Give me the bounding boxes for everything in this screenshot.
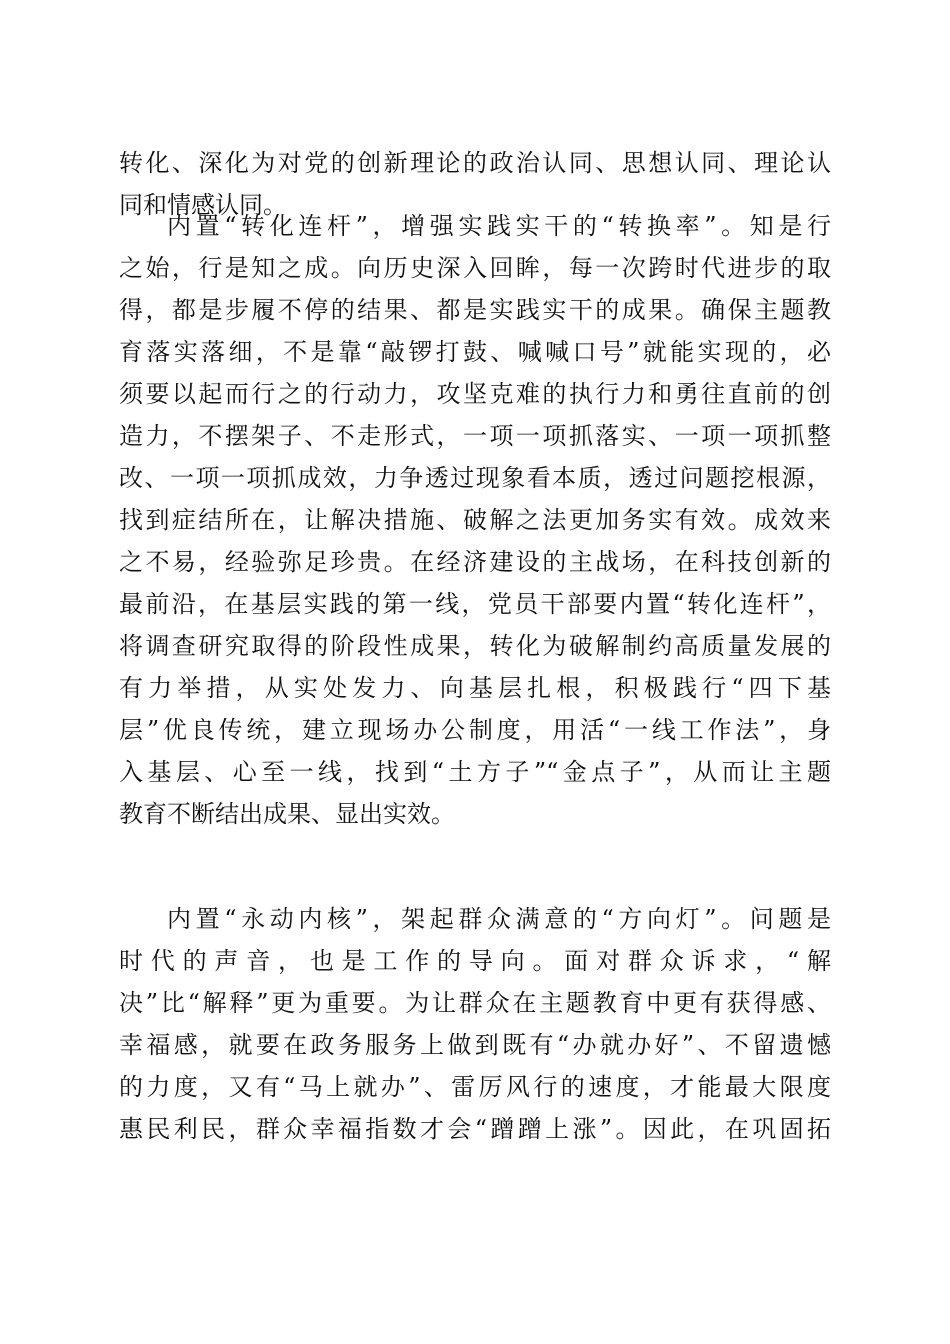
text-line: 须要以起而行之的行动力，攻坚克难的执行力和勇往直前的创 xyxy=(119,380,831,408)
paragraph-3 xyxy=(119,898,831,1150)
text-line: 决”比“解释”更为重要。为让群众在主题教育中更有获得感、 xyxy=(119,989,831,1017)
text-line: 时代的声音，也是工作的导向。面对群众诉求，“解 xyxy=(119,947,831,975)
text-line: 之始，行是知之成。向历史深入回眸，每一次跨时代进步的取 xyxy=(119,254,831,282)
text-line: 造力，不摆架子、不走形式，一项一项抓落实、一项一项抓整 xyxy=(119,422,831,450)
text-line: 之不易，经验弥足珍贵。在经济建设的主战场，在科技创新的 xyxy=(119,548,831,576)
text-line: 幸福感，就要在政务服务上做到既有“办就办好”、不留遗憾 xyxy=(119,1031,831,1059)
text-line: 将调查研究取得的阶段性成果，转化为破解制约高质量发展的 xyxy=(119,632,831,660)
text-line: 的力度，又有“马上就办”、雷厉风行的速度，才能最大限度 xyxy=(119,1073,831,1101)
text-line: 找到症结所在，让解决措施、破解之法更加务实有效。成效来 xyxy=(119,506,831,534)
text-line: 改、一项一项抓成效，力争透过现象看本质，透过问题挖根源， xyxy=(119,464,831,492)
text-line: 层”优良传统，建立现场办公制度，用活“一线工作法”，身 xyxy=(119,716,831,744)
text-line: 得，都是步履不停的结果、都是实践实干的成果。确保主题教 xyxy=(119,296,831,324)
text-line: 育落实落细，不是靠“敲锣打鼓、喊喊口号”就能实现的，必 xyxy=(119,338,831,366)
text-line: 教育不断结出成果、显出实效。 xyxy=(119,800,455,828)
paragraph-2 xyxy=(119,205,831,835)
text-line: 入基层、心至一线，找到“土方子”“金点子”，从而让主题 xyxy=(119,758,831,786)
text-line: 同和情感认同。 xyxy=(119,191,287,219)
text-line: 最前沿，在基层实践的第一线，党员干部要内置“转化连杆”， xyxy=(119,590,831,618)
text-line: 惠民利民，群众幸福指数才会“蹭蹭上涨”。因此，在巩固拓 xyxy=(119,1115,831,1143)
text-line: 内置“转化连杆”，增强实践实干的“转换率”。知是行 xyxy=(167,212,831,240)
text-line: 转化、深化为对党的创新理论的政治认同、思想认同、理论认 xyxy=(119,149,831,177)
text-line: 内置“永动内核”，架起群众满意的“方向灯”。问题是 xyxy=(167,905,831,933)
text-line: 有力举措，从实处发力、向基层扎根，积极践行“四下基 xyxy=(119,674,831,702)
